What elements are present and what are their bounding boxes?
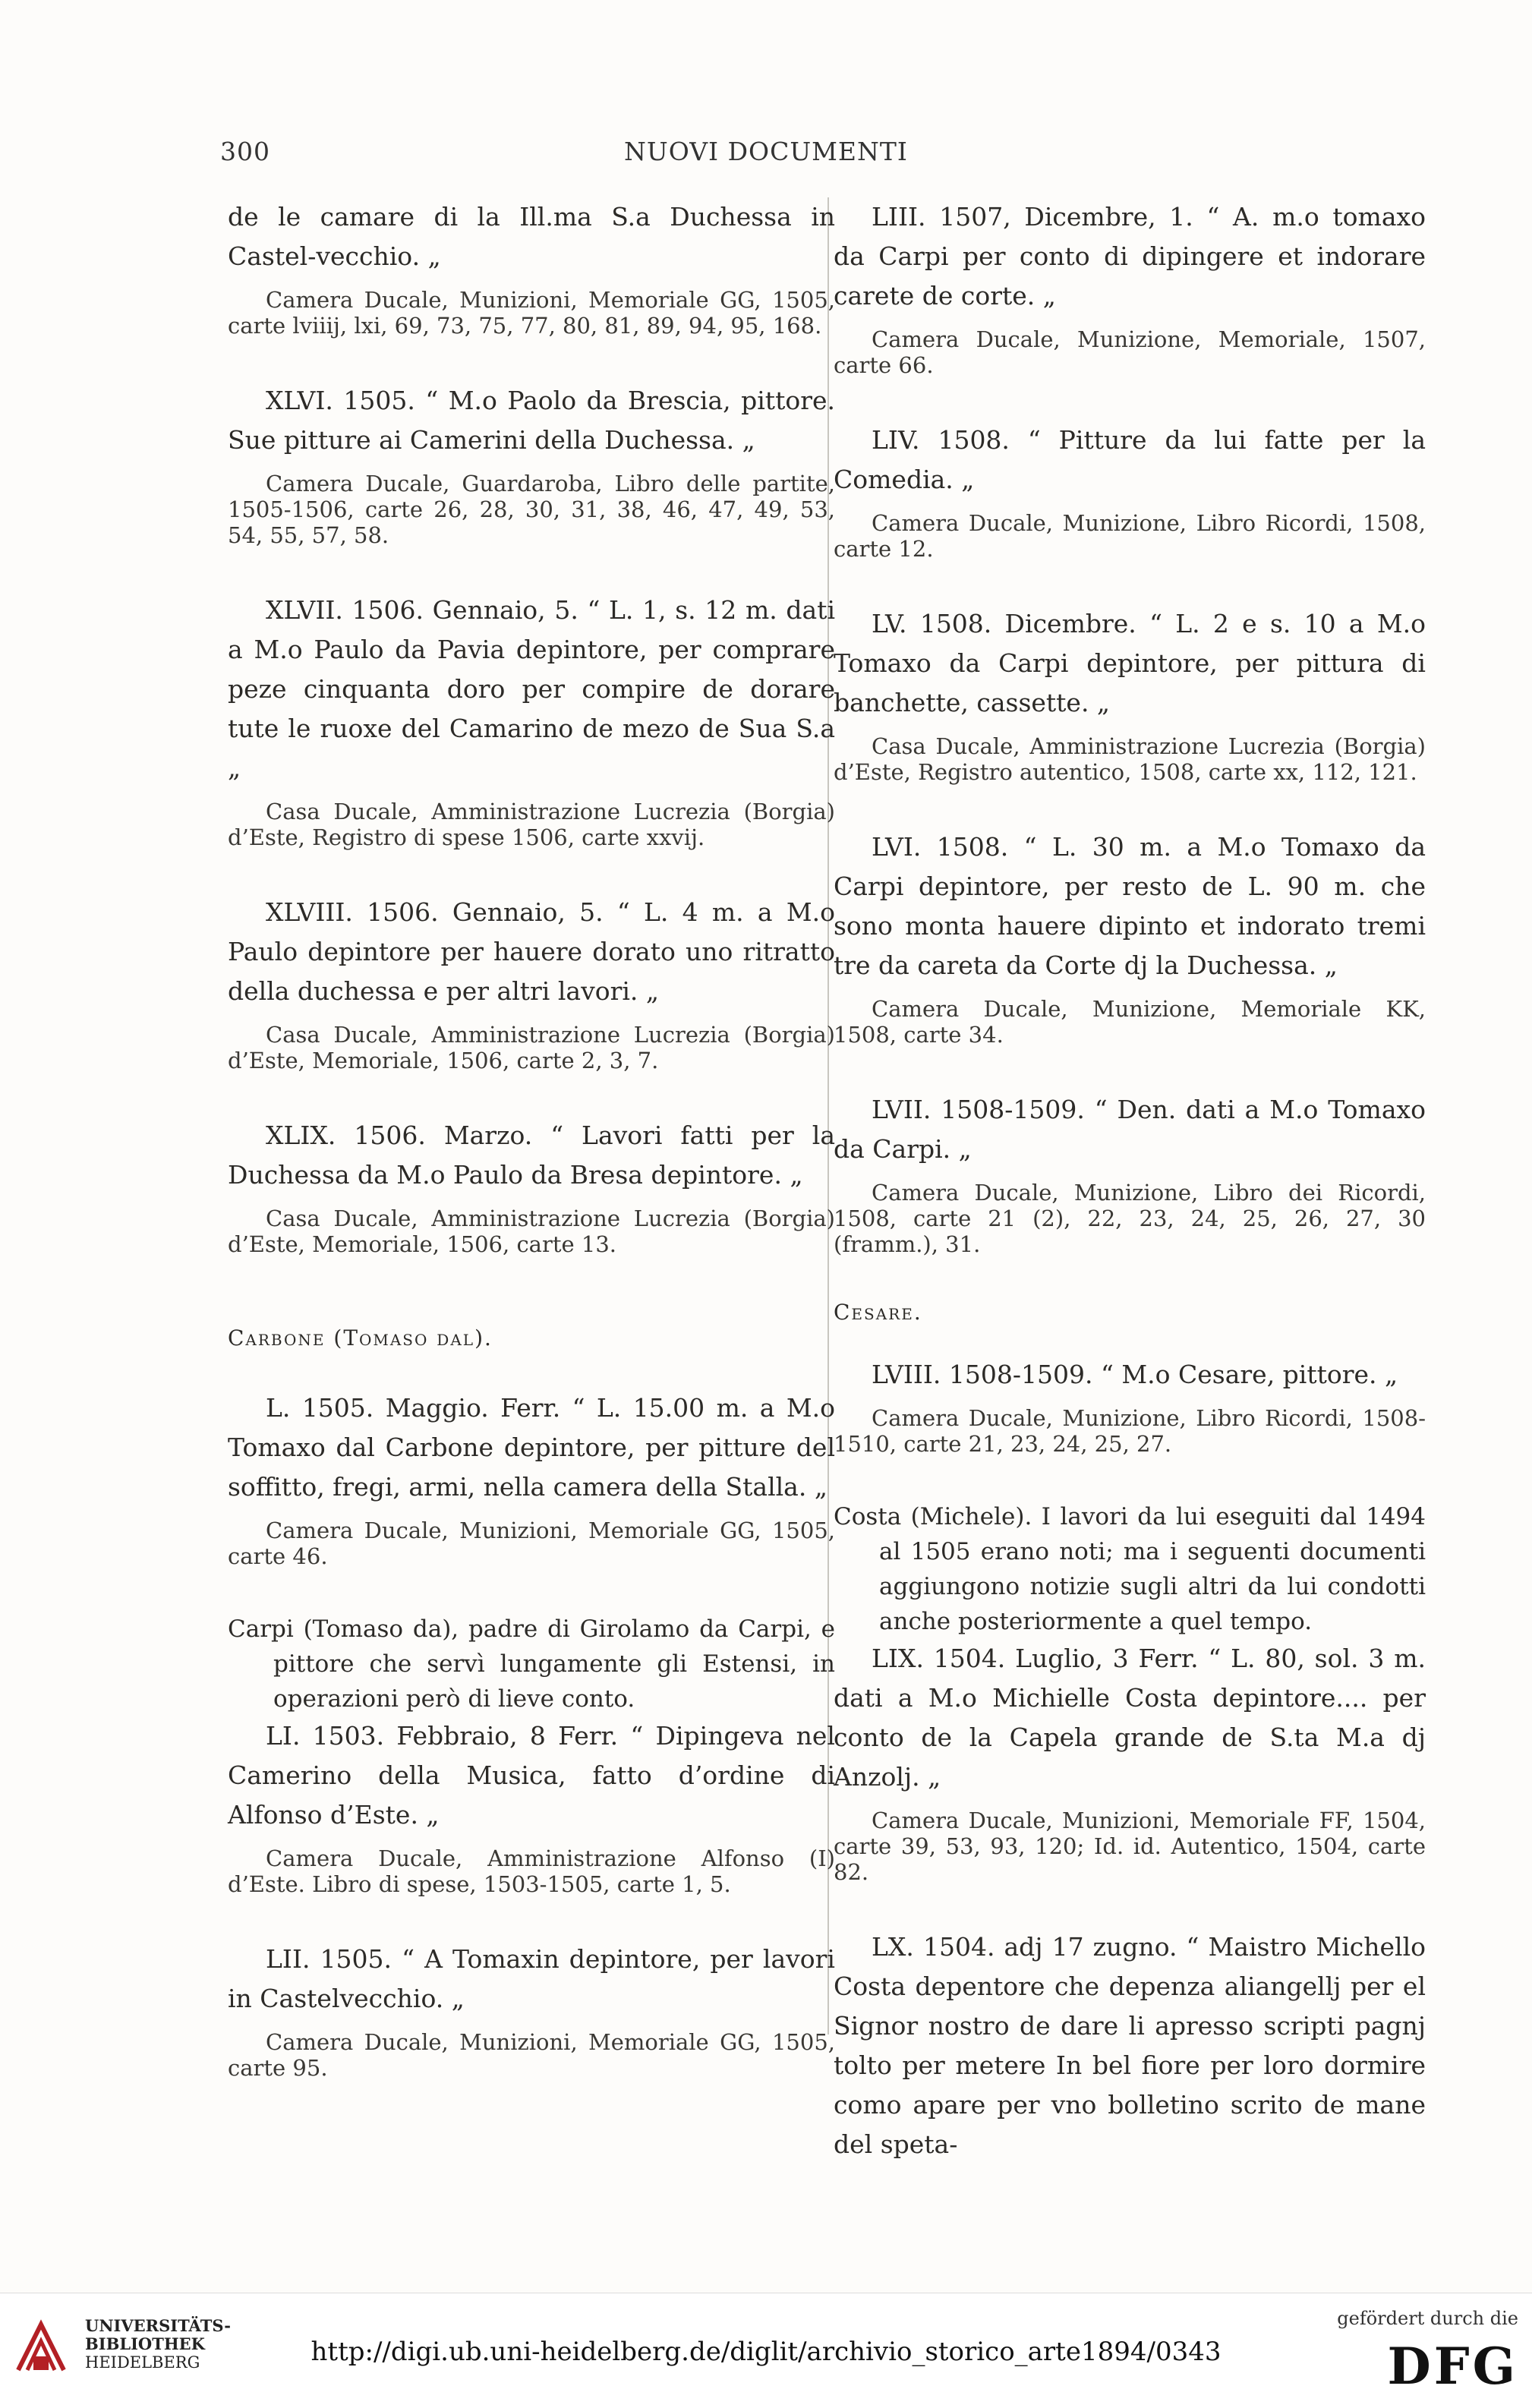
- document-entry: [228, 893, 835, 1073]
- document-entry: [228, 591, 835, 850]
- entry-source: Casa Ducale, Amministrazione Lucrezia (Borgia) d’Este, Registro di spese 1506, carte xxvij.: [228, 799, 835, 850]
- entry-text: LVIII. 1508-1509. “ M.o Cesare, pittore. „: [872, 1360, 1398, 1389]
- entry-text: LII. 1505. “ A Tomaxin depintore, per lavori in Castelvecchio. „: [228, 1944, 835, 2013]
- document-entry: [834, 1090, 1426, 1257]
- entry-text: XLVI. 1505. “ M.o Paolo da Brescia, pittore. Sue pitture ai Camerini della Duchessa. „: [228, 386, 835, 455]
- section-heading: Cesare.: [834, 1300, 922, 1325]
- entry-source: Casa Ducale, Amministrazione Lucrezia (Borgia) d’Este, Memoriale, 1506, carte 2, 3, 7.: [228, 1022, 835, 1073]
- entry-source: Camera Ducale, Munizione, Libro Ricordi, 1508, carte 12.: [834, 510, 1426, 562]
- entry-source: Casa Ducale, Amministrazione Lucrezia (Borgia) d’Este, Registro autentico, 1508, carte xx, 112, 121.: [834, 733, 1426, 785]
- document-entry: [228, 1116, 835, 1257]
- entry-text: LX. 1504. adj 17 zugno. “ Maistro Michello Costa depentore che depenza aliangellj per el Signor nostro de dare li apresso scripti pagnj tolto per metere In bel fiore per loro dormire como apare per vno bolletino scrito de mane del speta-: [834, 1932, 1426, 2159]
- page-title: NUOVI DOCUMENTI: [624, 137, 908, 166]
- entry-text: LI. 1503. Febbraio, 8 Ferr. “ Dipingeva nel Camerino della Musica, fatto d’ordine di Alfonso d’Este. „: [228, 1721, 835, 1830]
- entry-source: Camera Ducale, Munizione, Libro Ricordi, 1508-1510, carte 21, 23, 24, 25, 27.: [834, 1405, 1426, 1457]
- left-column: [228, 197, 835, 2123]
- entry-text: LVII. 1508-1509. “ Den. dati a M.o Tomaxo da Carpi. „: [834, 1095, 1426, 1164]
- entry-text: LIII. 1507, Dicembre, 1. “ A. m.o tomaxo da Carpi per conto di dipingere et indorare carete de corte. „: [834, 202, 1426, 310]
- library-line-2: BIBLIOTHEK: [85, 2334, 205, 2353]
- entry-text: LVI. 1508. “ L. 30 m. a M.o Tomaxo da Carpi depintore, per resto de L. 90 m. che sono monta hauere dipinto et indorato tremi tre da careta da Corte dj la Duchessa. „: [834, 832, 1426, 980]
- entry-text: L. 1505. Maggio. Ferr. “ L. 15.00 m. a M.o Tomaxo dal Carbone depintore, per pitture del soffitto, fregi, armi, nella camera della Stalla. „: [228, 1393, 835, 1502]
- entry-text: LV. 1508. Dicembre. “ L. 2 e s. 10 a M.o Tomaxo da Carpi depintore, per pittura di banchette, cassette. „: [834, 609, 1426, 717]
- permalink-url[interactable]: http://digi.ub.uni-heidelberg.de/diglit/archivio_storico_arte1894/0343: [310, 2337, 1222, 2367]
- entry-source: Camera Ducale, Munizioni, Memoriale GG, 1505, carte 46.: [228, 1518, 835, 1569]
- artist-intro: Costa (Michele). I lavori da lui eseguiti dal 1494 al 1505 erano noti; ma i seguenti documenti aggiungono notizie sugli altri da lui condotti anche posteriormente a quel tempo.: [834, 1503, 1426, 1635]
- section-heading: Carbone (Tomaso dal).: [228, 1325, 493, 1351]
- entry-source: Camera Ducale, Guardaroba, Libro delle partite, 1505-1506, carte 26, 28, 30, 31, 38, 46, 47, 49, 53, 54, 55, 57, 58.: [228, 471, 835, 548]
- document-entry: [834, 421, 1426, 562]
- document-entry: [228, 1716, 835, 1897]
- entry-text: XLIX. 1506. Marzo. “ Lavori fatti per la Duchessa da M.o Paulo da Bresa depintore. „: [228, 1120, 835, 1190]
- entry-source: Camera Ducale, Amministrazione Alfonso (I) d’Este. Libro di spese, 1503-1505, carte 1, 5.: [228, 1845, 835, 1897]
- dfg-logo: DFG: [1387, 2337, 1518, 2396]
- entry-source: Camera Ducale, Munizione, Libro dei Ricordi, 1508, carte 21 (2), 22, 23, 24, 25, 26, 27, 30 (framm.), 31.: [834, 1180, 1426, 1257]
- entry-source: Camera Ducale, Munizioni, Memoriale GG, 1505, carte 95.: [228, 2029, 835, 2081]
- entry-text: XLVII. 1506. Gennaio, 5. “ L. 1, s. 12 m. dati a M.o Paulo da Pavia depintore, per comprare peze cinquanta doro per compire de dorare tute le ruoxe del Camarino de mezo de Sua S.a „: [228, 595, 835, 783]
- document-entry: [228, 381, 835, 548]
- document-entry: [228, 1388, 835, 1569]
- entry-text: XLVIII. 1506. Gennaio, 5. “ L. 4 m. a M.o Paulo depintore per hauere dorato uno ritratto della duchessa e per altri lavori. „: [228, 897, 835, 1006]
- entry-source: Camera Ducale, Munizioni, Memoriale FF, 1504, carte 39, 53, 93, 120; Id. id. Autentico, 1504, carte 82.: [834, 1808, 1426, 1885]
- entry-source: Camera Ducale, Munizione, Memoriale KK, 1508, carte 34.: [834, 996, 1426, 1048]
- document-entry: [228, 1940, 835, 2081]
- document-entry: [834, 827, 1426, 1048]
- document-entry: [834, 604, 1426, 785]
- artist-intro: Carpi (Tomaso da), padre di Girolamo da Carpi, e pittore che servì lungamente gli Estensi, in operazioni però di lieve conto.: [228, 1615, 835, 1713]
- document-entry: [834, 197, 1426, 378]
- funded-by-label: gefördert durch die: [1337, 2308, 1518, 2329]
- entry-source: Camera Ducale, Munizione, Memoriale, 1507, carte 66.: [834, 326, 1426, 378]
- entry-source: Casa Ducale, Amministrazione Lucrezia (Borgia) d’Este, Memoriale, 1506, carte 13.: [228, 1206, 835, 1257]
- entry-text: LIX. 1504. Luglio, 3 Ferr. “ L. 80, sol. 3 m. dati a M.o Michielle Costa depintore.... per conto de la Capela grande de S.ta M.a dj Anzolj. „: [834, 1644, 1426, 1792]
- document-entry: [834, 1639, 1426, 1885]
- entry-source: Camera Ducale, Munizioni, Memoriale GG, 1505, carte lviiij, lxi, 69, 73, 75, 77, 80, 81, 89, 94, 95, 168.: [228, 287, 835, 339]
- page-number: 300: [220, 137, 270, 166]
- entry-text: de le camare di la Ill.ma S.a Duchessa in Castel-vecchio. „: [228, 202, 835, 271]
- document-entry: [834, 1927, 1426, 2164]
- library-line-1: UNIVERSITÄTS-: [85, 2316, 231, 2335]
- document-entry: [228, 197, 835, 339]
- document-entry: [834, 1355, 1426, 1457]
- entry-text: LIV. 1508. “ Pitture da lui fatte per la Comedia. „: [834, 425, 1426, 494]
- library-line-3: HEIDELBERG: [85, 2353, 200, 2372]
- right-column: [834, 197, 1426, 2207]
